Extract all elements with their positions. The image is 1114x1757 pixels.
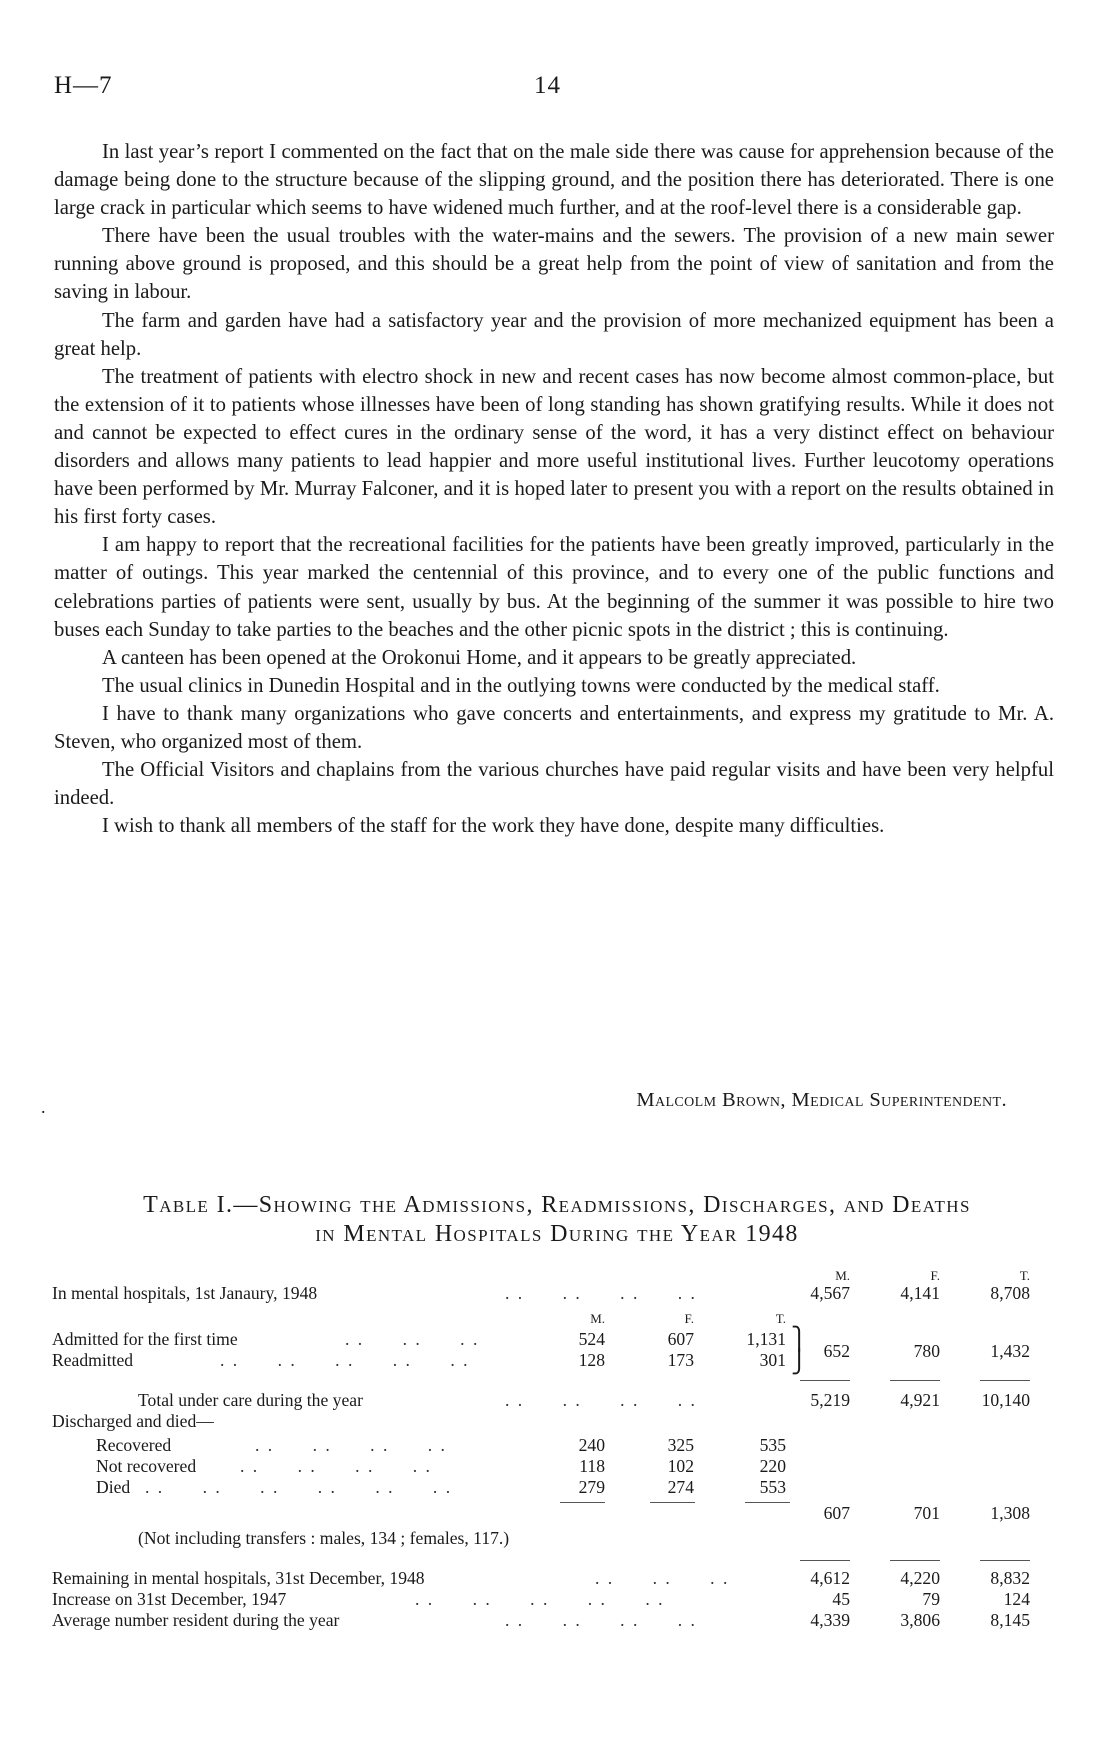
discharges-total-f: 701 — [913, 1503, 940, 1523]
col-head-t-right: T. — [1019, 1268, 1030, 1283]
row-readmitted-f: 173 — [667, 1350, 694, 1370]
rule — [890, 1380, 940, 1381]
table-title-line-2: in Mental Hospitals During the Year 1948 — [315, 1221, 799, 1247]
paragraph-visitors: The Official Visitors and chaplains from the various churches have paid regular visits and have been very helpful indeed. — [54, 759, 1054, 810]
report-body — [54, 138, 1054, 840]
row-not-recovered-m: 118 — [579, 1456, 605, 1476]
row-jan-label: In mental hospitals, 1st Janaury, 1948 — [52, 1283, 318, 1303]
row-average-f: 3,806 — [900, 1610, 940, 1630]
paragraph-thanks-organizations: I have to thank many organizations who gave concerts and entertainments, and express my gratitude to Mr. A. Steven, who organized most of them. — [54, 702, 1054, 753]
row-recovered-label: Recovered — [96, 1435, 172, 1455]
row-recovered-m: 240 — [578, 1435, 605, 1455]
rule — [800, 1560, 850, 1561]
row-remaining-f: 4,220 — [900, 1568, 940, 1588]
col-head-m-mid: M. — [590, 1311, 605, 1326]
row-not-recovered-t: 220 — [759, 1456, 786, 1476]
signature-name: Malcolm Brown, — [636, 1089, 786, 1111]
row-jan-f: 4,141 — [900, 1283, 940, 1303]
row-admitted-m: 524 — [578, 1329, 605, 1349]
row-readmitted-label: Readmitted — [52, 1350, 134, 1370]
row-readmitted-t: 301 — [759, 1350, 786, 1370]
row-increase-t: 124 — [1003, 1589, 1030, 1609]
row-died-t: 553 — [759, 1477, 786, 1497]
signature — [500, 1089, 1007, 1112]
leader-dots: . . . . . . — [345, 1329, 480, 1349]
row-remaining-label: Remaining in mental hospitals, 31st December, 1948 — [52, 1568, 425, 1588]
rule — [560, 1502, 605, 1503]
row-recovered-t: 535 — [759, 1435, 786, 1455]
admissions-total-m: 652 — [823, 1341, 850, 1361]
row-increase-m: 45 — [832, 1589, 850, 1609]
row-jan-t: 8,708 — [990, 1283, 1030, 1303]
row-died-m: 279 — [578, 1477, 605, 1497]
row-remaining-m: 4,612 — [810, 1568, 850, 1588]
row-admitted-t: 1,131 — [746, 1329, 786, 1349]
row-jan-m: 4,567 — [810, 1283, 850, 1303]
col-head-m-right: M. — [835, 1268, 850, 1283]
row-not-recovered-f: 102 — [667, 1456, 694, 1476]
stray-mark: . — [41, 1097, 46, 1117]
leader-dots: . . . . . . — [595, 1568, 730, 1588]
row-admitted-f: 607 — [667, 1329, 694, 1349]
leader-dots: . . . . . . . . . . — [415, 1589, 665, 1609]
row-total-care-label: Total under care during the year — [138, 1390, 363, 1410]
row-admitted-label: Admitted for the first time — [52, 1329, 238, 1349]
discharges-total-t: 1,308 — [990, 1503, 1030, 1523]
rule — [980, 1560, 1030, 1561]
leader-dots: . . . . . . . . — [505, 1283, 697, 1303]
paragraph-thanks-staff: I wish to thank all members of the staff for the work they have done, despite many difficulties. — [102, 815, 885, 838]
row-total-care-f: 4,921 — [900, 1390, 940, 1410]
brace-top: ⎫ — [791, 1326, 808, 1351]
leader-dots: . . . . . . . . — [505, 1390, 697, 1410]
row-increase-f: 79 — [922, 1589, 940, 1609]
paragraph-farm: The farm and garden have had a satisfactory year and the provision of more mechanized equipment has been a great help. — [54, 309, 1054, 360]
page-number: 14 — [534, 72, 561, 99]
signature-title: Medical Superintendent. — [791, 1089, 1007, 1111]
row-average-m: 4,339 — [810, 1610, 850, 1630]
paragraph-treatment: The treatment of patients with electro shock in new and recent cases has now become almost common-place, but the extension of it to patients whose illnesses have been of long standing has shown gratifying results. While it does not and cannot be expected to effect cures in the ordinary sense of the word, it has a very distinct effect on behaviour disorders and allows many patients to lead happier and more useful institutional lives. Further leucotomy operations have been performed by Mr. Murray Falconer, and it is hoped later to present you with a report on the results obtained in his first forty cases. — [54, 365, 1054, 529]
paragraph-structure: In last year’s report I commented on the fact that on the male side there was cause for apprehension because of the damage being done to the structure because of the slipping ground, and the position there has deteriorated. There is one large crack in particular which seems to have widened much further, and at the roof-level there is a considerable gap. — [54, 141, 1054, 220]
paragraph-canteen: A canteen has been opened at the Orokonui Home, and it appears to be greatly appreciated. — [102, 646, 857, 669]
row-increase-label: Increase on 31st December, 1947 — [52, 1589, 287, 1609]
row-total-care-m: 5,219 — [810, 1390, 850, 1410]
admissions-total-t: 1,432 — [990, 1341, 1030, 1361]
rule — [890, 1560, 940, 1561]
row-total-care-t: 10,140 — [981, 1390, 1030, 1410]
leader-dots: . . . . . . . . — [255, 1435, 447, 1455]
leader-dots: . . . . . . . . . . . . — [145, 1477, 453, 1497]
col-head-f-mid: F. — [684, 1311, 694, 1326]
discharged-heading: Discharged and died— — [52, 1411, 214, 1431]
row-not-recovered-label: Not recovered — [96, 1456, 197, 1476]
col-head-t-mid: T. — [775, 1311, 786, 1326]
leader-dots: . . . . . . . . — [505, 1610, 697, 1630]
page-reference: H—7 — [54, 72, 113, 99]
leader-dots: . . . . . . . . . . — [220, 1350, 470, 1370]
row-average-label: Average number resident during the year — [52, 1610, 340, 1630]
admissions-total-f: 780 — [913, 1341, 940, 1361]
paragraph-recreation: I am happy to report that the recreational facilities for the patients have been greatly improved, particularly in the matter of outings. This year marked the centennial of this province, and to every one of the public functions and celebrations parties of patients were sent, usually by bus. At the beginning of the summer it was possible to hire two buses each Sunday to take parties to the beaches and the other picnic spots in the district ; this is continuing. — [54, 534, 1054, 641]
paragraph-sewers: There have been the usual troubles with the water-mains and the sewers. The provision of a new main sewer running above ground is proposed, and this should be a great help from the point of view of sanitation and from the saving in labour. — [54, 225, 1054, 304]
row-remaining-t: 8,832 — [990, 1568, 1030, 1588]
transfers-note: (Not including transfers : males, 134 ; females, 117.) — [138, 1528, 510, 1548]
brace-bottom: ⎭ — [791, 1349, 808, 1374]
col-head-f-right: F. — [930, 1268, 940, 1283]
row-died-label: Died — [96, 1477, 131, 1497]
table-title-line-1: Table I.—Showing the Admissions, Readmissions, Discharges, and Deaths — [143, 1192, 971, 1218]
row-recovered-f: 325 — [667, 1435, 694, 1455]
discharges-total-m: 607 — [823, 1503, 850, 1523]
row-died-f: 274 — [667, 1477, 694, 1497]
rule — [980, 1380, 1030, 1381]
paragraph-clinics: The usual clinics in Dunedin Hospital and in the outlying towns were conducted by the medical staff. — [102, 674, 940, 697]
leader-dots: . . . . . . . . — [240, 1456, 432, 1476]
rule — [650, 1502, 695, 1503]
row-readmitted-m: 128 — [578, 1350, 605, 1370]
rule — [800, 1380, 850, 1381]
row-average-t: 8,145 — [990, 1610, 1030, 1630]
